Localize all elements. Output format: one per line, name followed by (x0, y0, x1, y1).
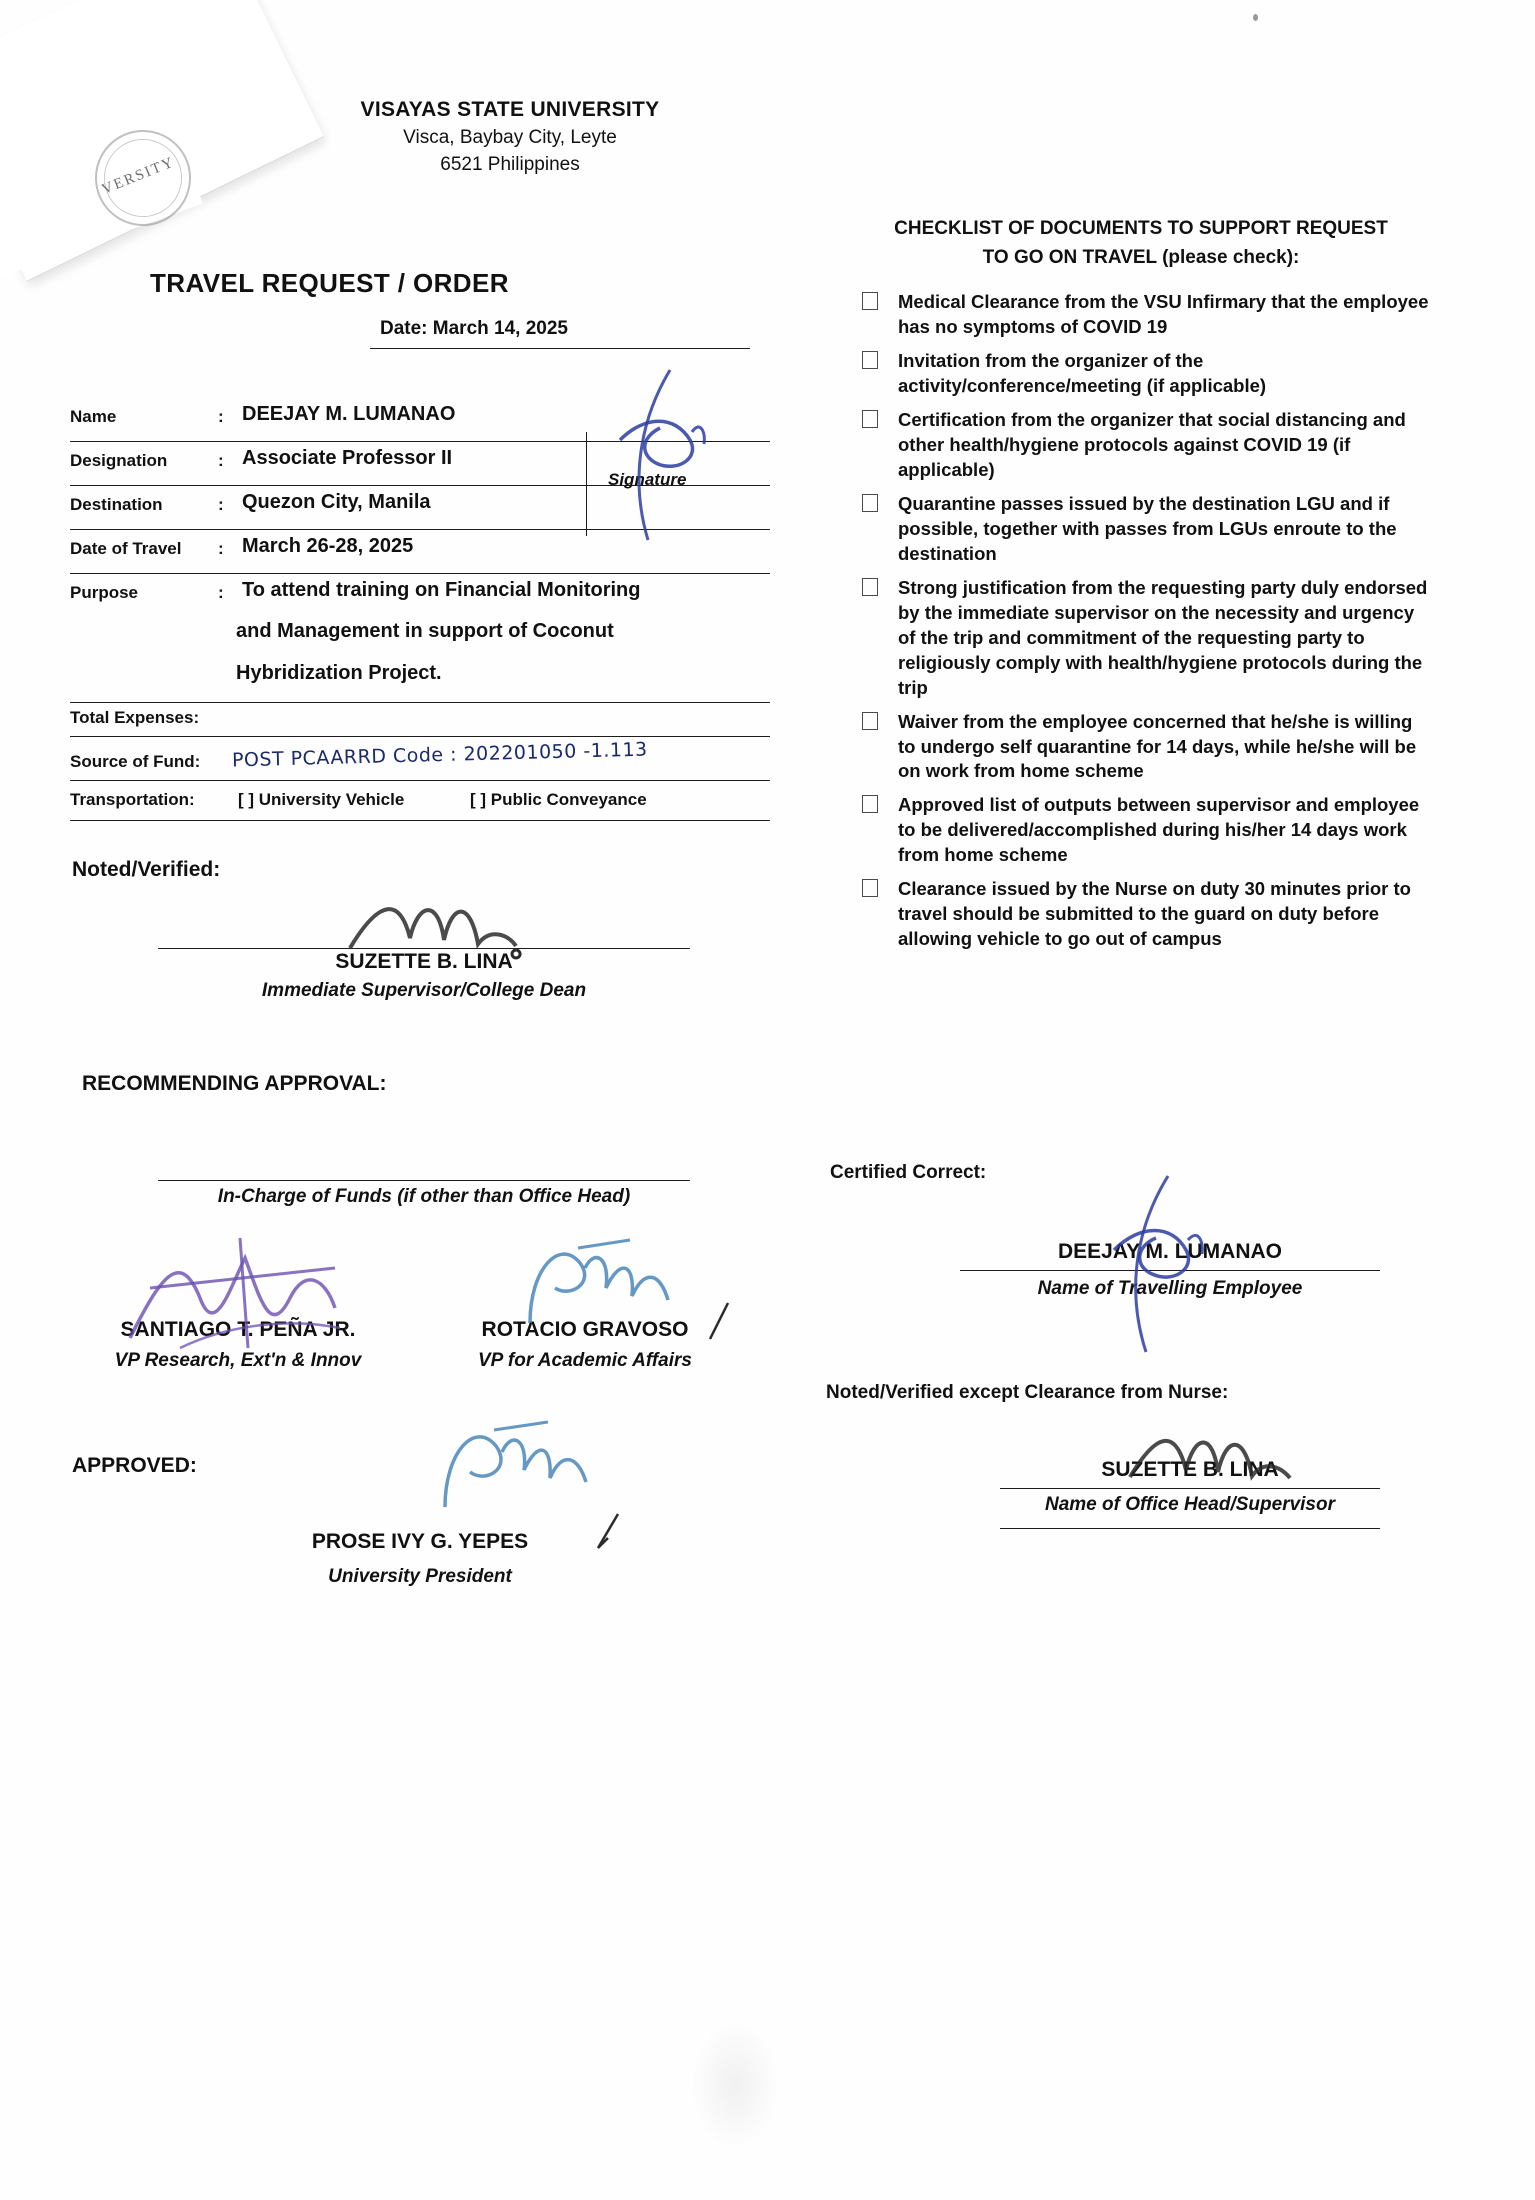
field-name-label: Name (70, 407, 117, 426)
checklist-item[interactable] (860, 710, 1430, 785)
checklist-title-line1: CHECKLIST OF DOCUMENTS TO SUPPORT REQUEST (894, 218, 1388, 239)
noted-except-nurse-heading: Noted/Verified except Clearance from Nurse: (826, 1382, 1229, 1403)
university-name: VISAYAS STATE UNIVERSITY (360, 98, 660, 121)
traveller-name: DEEJAY M. LUMANAO (1057, 1240, 1283, 1263)
field-date-of-travel-value: March 26-28, 2025 (242, 535, 414, 557)
checkbox-icon[interactable] (862, 879, 878, 897)
checklist-item[interactable] (860, 793, 1430, 868)
field-source-of-fund-rule (70, 780, 770, 781)
checkbox-icon[interactable] (862, 494, 878, 512)
transport-option-public-conveyance[interactable]: [ ] Public Conveyance (470, 790, 647, 809)
field-purpose-colon: : (218, 583, 224, 602)
checklist-item-label: Quarantine passes issued by the destination LGU and if possible, together with passes from LGUs enroute to the destination (898, 492, 1397, 564)
page-title: TRAVEL REQUEST / ORDER (150, 268, 509, 298)
field-destination-rule (70, 529, 770, 530)
checklist-item[interactable] (860, 877, 1430, 952)
checklist-item-label: Strong justification from the requesting party duly endorsed by the immediate supervisor on the necessity and urgency of the trip and commitment of the requesting party to religiously comply with health/hygiene protocols during the trip (898, 576, 1428, 698)
field-total-expenses-rule (70, 736, 770, 737)
checkbox-icon[interactable] (862, 351, 878, 369)
signature-president (420, 1412, 600, 1522)
checklist-item[interactable] (860, 349, 1430, 399)
field-total-expenses-label: Total Expenses: (70, 708, 200, 727)
field-purpose-label: Purpose (70, 583, 139, 602)
checklist-item-label: Certification from the organizer that social distancing and other health/hygiene protocols against COVID 19 (if applicable) (898, 408, 1406, 480)
approved-heading: APPROVED: (72, 1454, 197, 1477)
checkbox-icon[interactable] (862, 578, 878, 596)
university-seal-text: VERSITY (99, 154, 178, 198)
vp-academic-name: ROTACIO GRAVOSO (481, 1318, 689, 1341)
checklist-item-label: Waiver from the employee concerned that he/she is willing to undergo self quarantine for 14 days, while he/she will be on work from home scheme (898, 710, 1417, 782)
field-date-of-travel-rule (70, 573, 770, 574)
field-source-of-fund-value: POST PCAARRD Code : 202201050 -1.113 (231, 738, 648, 772)
university-address: Visca, Baybay City, Leyte (403, 127, 617, 148)
traveller-signature-line (960, 1270, 1380, 1271)
field-purpose-rule (70, 702, 770, 703)
transport-option-university-vehicle[interactable]: [ ] University Vehicle (238, 790, 405, 809)
letterhead (260, 98, 760, 176)
recommending-approval-heading: RECOMMENDING APPROVAL: (82, 1072, 387, 1095)
president-role: University President (328, 1566, 512, 1587)
university-postal: 6521 Philippines (440, 154, 580, 175)
signature-label: Signature (608, 470, 687, 489)
checklist-item[interactable] (860, 290, 1430, 340)
field-name-colon: : (218, 407, 224, 426)
supervisor-signature-line (158, 948, 690, 949)
checklist-item-label: Clearance issued by the Nurse on duty 30 minutes prior to travel should be submitted to the guard on duty before allowing vehicle to go out of campus (898, 878, 1411, 950)
field-source-of-fund-label: Source of Fund: (70, 752, 201, 771)
checkbox-icon[interactable] (862, 795, 878, 813)
field-destination (70, 488, 770, 532)
paper-speck (1253, 14, 1258, 21)
vp-research-name: SANTIAGO T. PEÑA JR. (120, 1318, 356, 1341)
checklist-item-label: Medical Clearance from the VSU Infirmary that the employee has no symptoms of COVID 19 (898, 291, 1429, 337)
field-designation-colon: : (218, 451, 224, 470)
checklist-item[interactable] (860, 492, 1430, 567)
field-transportation-label: Transportation: (70, 790, 195, 809)
vp-academic-role: VP for Academic Affairs (477, 1350, 692, 1371)
checkbox-icon[interactable] (862, 292, 878, 310)
checkbox-icon[interactable] (862, 712, 878, 730)
document-date: Date: March 14, 2025 (380, 318, 568, 339)
field-destination-label: Destination (70, 495, 163, 514)
checklist-item[interactable] (860, 576, 1430, 701)
signature-traveller-bottom (1090, 1170, 1230, 1360)
field-name-rule (70, 441, 770, 442)
noted-verified-heading: Noted/Verified: (72, 858, 221, 881)
signature-divider (586, 432, 587, 536)
checklist (860, 290, 1430, 961)
checklist-title (856, 215, 1426, 272)
field-purpose-line2: and Management in support of Coconut (236, 620, 614, 642)
field-destination-colon: : (218, 495, 224, 514)
supervisor-role: Immediate Supervisor/College Dean (261, 980, 587, 1001)
office-head-role: Name of Office Head/Supervisor (1044, 1494, 1336, 1515)
field-designation-value: Associate Professor II (242, 447, 453, 469)
office-head-role-underline (1000, 1528, 1380, 1529)
field-purpose-line3: Hybridization Project. (236, 662, 442, 684)
checklist-item[interactable] (860, 408, 1430, 483)
field-name-value: DEEJAY M. LUMANAO (242, 403, 456, 425)
checklist-item-label: Approved list of outputs between supervisor and employee to be delivered/accomplished during his/her 14 days work from home scheme (898, 794, 1420, 866)
checkbox-icon[interactable] (862, 410, 878, 428)
vp-research-role: VP Research, Ext'n & Innov (114, 1350, 362, 1371)
president-name: PROSE IVY G. YEPES (311, 1530, 529, 1553)
supervisor-name: SUZETTE B. LINA (335, 950, 513, 973)
field-name (70, 400, 770, 444)
field-designation-label: Designation (70, 451, 168, 470)
checklist-item-label: Invitation from the organizer of the activity/conference/meeting (if applicable) (898, 349, 1267, 396)
field-date-of-travel (70, 532, 770, 576)
date-underline (370, 348, 750, 349)
office-head-name: SUZETTE B. LINA (1101, 1458, 1279, 1481)
field-destination-value: Quezon City, Manila (242, 491, 431, 513)
incharge-signature-line (158, 1180, 690, 1181)
incharge-role: In-Charge of Funds (if other than Office Head) (217, 1186, 631, 1207)
office-head-signature-line (1000, 1488, 1380, 1489)
traveller-role: Name of Travelling Employee (1037, 1278, 1303, 1299)
checklist-title-line2: TO GO ON TRAVEL (please check): (982, 246, 1300, 268)
certified-correct-heading: Certified Correct: (830, 1162, 987, 1183)
field-purpose-value: To attend training on Financial Monitoring (242, 579, 641, 601)
field-transportation-rule (70, 820, 770, 821)
field-date-of-travel-label: Date of Travel (70, 539, 182, 558)
field-date-of-travel-colon: : (218, 539, 224, 558)
paper-smudge (690, 2020, 780, 2150)
